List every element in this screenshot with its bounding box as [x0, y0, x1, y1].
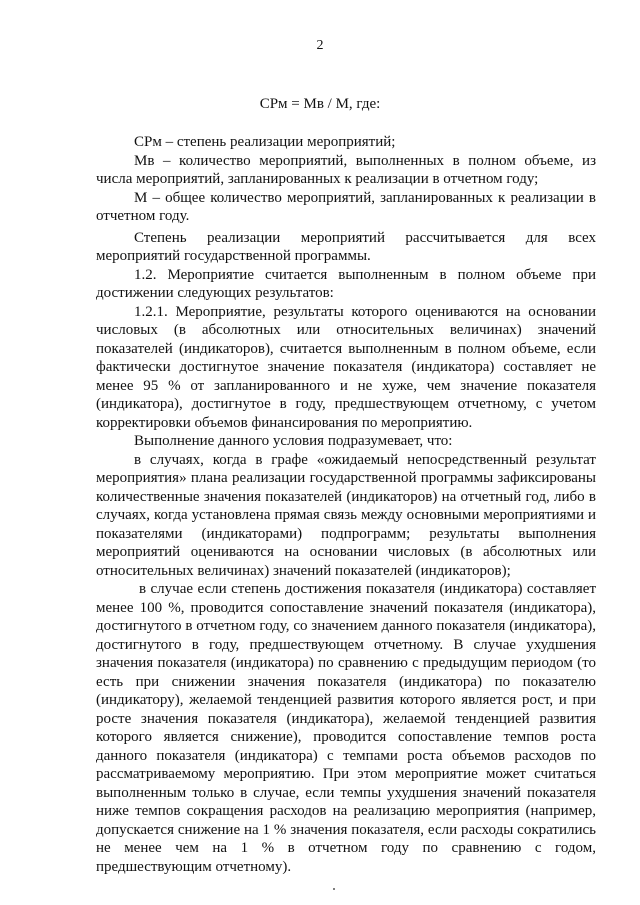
paragraph-condition-intro: Выполнение данного условия подразумевает, что: — [134, 433, 453, 449]
document-body — [96, 133, 596, 876]
formula: СРм = Мв / М, где: — [259, 96, 381, 112]
scan-speck — [333, 888, 335, 890]
paragraph-section-1-2: 1.2. Мероприятие считается выполненным в полном объеме при достижении следующих результатов: — [96, 266, 596, 301]
paragraph-section-1-2-1: 1.2.1. Мероприятие, результаты которого оцениваются на основании числовых (в абсолютных или относительных величинах) значений показателей (индикаторов), считается выполненным в полном объеме, если фактически достигнутое значение показателя (индикатора) составляет не менее 95 % от запланированного и не хуже, чем значение показателя (индикатора), достигнутое в году, предшествующем отчетному, с учетом корректировки объемов финансирования по мероприятию. — [96, 303, 596, 431]
paragraph-definition-m: М – общее количество мероприятий, запланированных к реализации в отчетном году. — [96, 189, 596, 224]
paragraph-definition-mv: Мв – количество мероприятий, выполненных в полном объеме, из числа мероприятий, запланированных к реализации в отчетном году; — [96, 152, 596, 187]
paragraph-definition-srm: СРм – степень реализации мероприятий; — [134, 134, 396, 150]
paragraph-calculation-scope: Степень реализации мероприятий рассчитывается для всех мероприятий государственной программы. — [96, 229, 596, 264]
page-number: 2 — [316, 38, 324, 53]
paragraph-condition-cases: в случаях, когда в графе «ожидаемый непосредственный результат мероприятия» плана реализации государственной программы зафиксированы количественные значения показателей (индикаторов) на отчетный год, либо в случаях, когда установлена прямая связь между основными мероприятиями и показателями (индикаторами) подпрограмм; результаты выполнения мероприятий оцениваются на основании числовых (в абсолютных или относительных величинах) значений показателей (индикаторов); — [96, 451, 596, 579]
paragraph-condition-comparison: в случае если степень достижения показателя (индикатора) составляет менее 100 %, проводится сопоставление значений показателя (индикатора), достигнутого в отчетном году, со значением данного показателя (индикатора), достигнутого в году, предшествующем отчетному. В случае ухудшения значения показателя (индикатора) по сравнению с предыдущим периодом (то есть при снижении значения показателя (индикатора) по показателю (индикатору), желаемой тенденцией развития которого является рост, и при росте значения показателя (индикатора), желаемой тенденцией развития которого является снижение), проводится сопоставление темпов роста данного показателя (индикатора) с темпами роста объемов расходов по рассматриваемому мероприятию. При этом мероприятие может считаться выполненным только в случае, если темпы ухудшения значений показателя ниже темпов сокращения расходов на реализацию мероприятия (например, допускается снижение на 1 % значения показателя, если расходы сократились не менее чем на 1 % в отчетном году по сравнению с годом, предшествующим отчетному). — [96, 581, 596, 875]
